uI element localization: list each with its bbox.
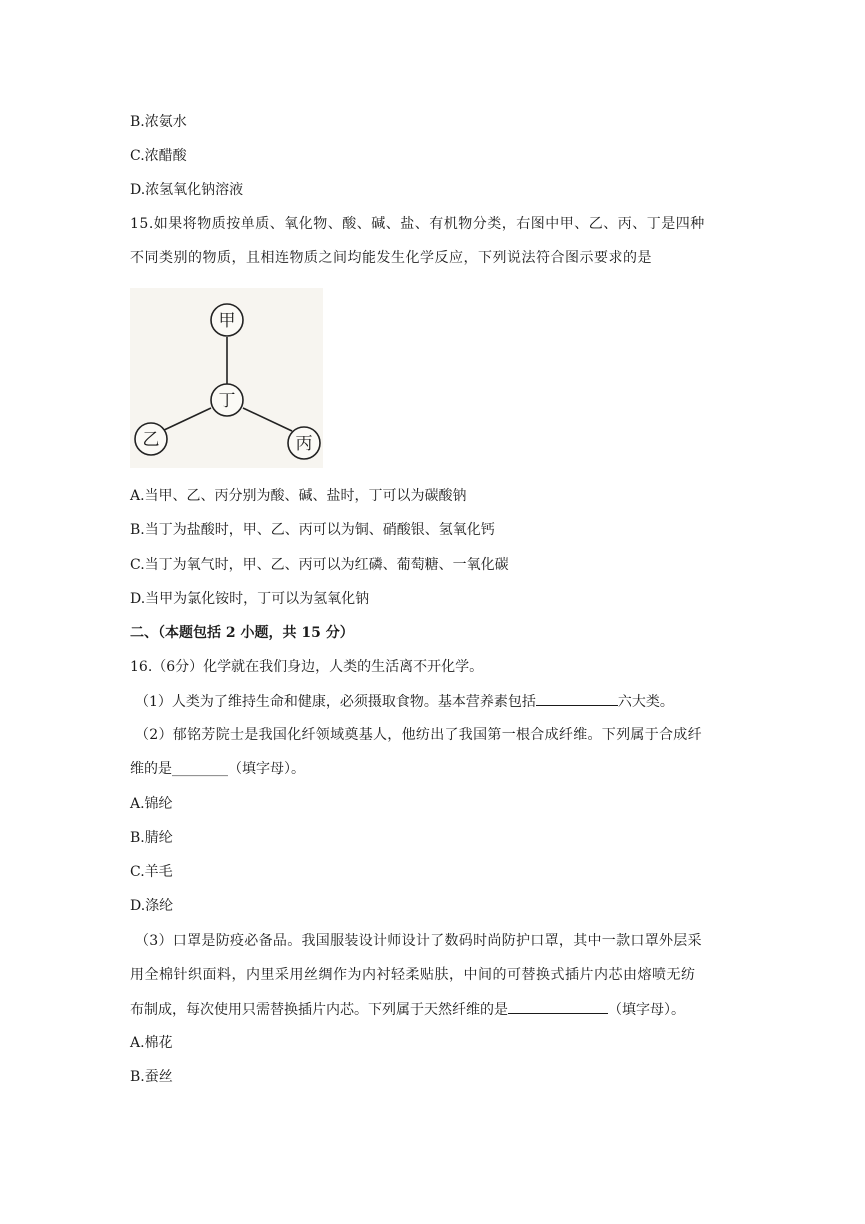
node-right-label: 丙 [295,434,313,454]
q16-stem: 16.（6分）化学就在我们身边，人类的生活离不开化学。 [130,659,484,675]
q15-stem-line2: 不同类别的物质，且相连物质之间均能发生化学反应，下列说法符合图示要求的是 [130,250,652,266]
q16-part3-blank[interactable] [508,999,608,1014]
node-top-label: 甲 [218,311,236,331]
node-left-label: 乙 [142,430,160,450]
q16-part1-text: （1）人类为了维持生命和健康，必须摄取食物。基本营养素包括 [135,694,536,710]
q15-diagram-svg [130,288,323,468]
q16-part2-line2: 维的是________（填字母）。 [130,761,305,777]
q16-part3-line2: 用全棉针织面料，内里采用丝绸作为内衬轻柔贴肤，中间的可替换式插片内芯由熔喷无纺 [130,967,696,983]
q15-diagram [130,288,323,468]
q16-part2-option-d: D.涤纶 [130,898,174,914]
q15-option-d: D.当甲为氯化铵时，丁可以为氢氧化钠 [130,591,370,607]
q15-option-a: A.当甲、乙、丙分别为酸、碱、盐时，丁可以为碳酸钠 [130,488,467,504]
section2-title: 二、（本题包括 2 小题，共 15 分） [130,625,354,641]
q16-part1-text-after: 六大类。 [617,694,674,710]
q16-part3-line3-text-after: （填字母）。 [608,1002,685,1018]
q16-part2-option-b: B.腈纶 [130,830,173,846]
q16-part1-blank[interactable] [536,691,618,706]
q16-part3-line3-text: 布制成，每次使用只需替换插片内芯。下列属于天然纤维的是 [130,1002,508,1018]
q16-part1 [135,691,674,712]
q14-option-d: D.浓氢氧化钠溶液 [130,182,244,198]
edge-right [243,408,292,431]
q14-option-b: B.浓氨水 [130,114,187,130]
q16-part2-option-a: A.锦纶 [130,796,173,812]
q15-stem-line1: 15.如果将物质按单质、氧化物、酸、碱、盐、有机物分类，右图中甲、乙、丙、丁是四种 [130,216,705,232]
q16-part2-line1: （2）郁铭芳院士是我国化纤领域奠基人，他纺出了我国第一根合成纤维。下列属于合成纤 [135,727,702,743]
node-center-label: 丁 [218,391,236,411]
q14-option-c: C.浓醋酸 [130,148,187,164]
q16-part3-line3 [130,999,685,1020]
q16-part2-option-c: C.羊毛 [130,864,173,880]
q16-part3-option-a: A.棉花 [130,1035,173,1051]
q15-option-b: B.当丁为盐酸时，甲、乙、丙可以为铜、硝酸银、氢氧化钙 [130,522,495,538]
q16-part3-line1: （3）口罩是防疫必备品。我国服装设计师设计了数码时尚防护口罩，其中一款口罩外层采 [135,933,702,949]
q15-option-c: C.当丁为氧气时，甲、乙、丙可以为红磷、葡萄糖、一氧化碳 [130,557,509,573]
edge-left [162,408,211,431]
q16-part3-option-b: B.蚕丝 [130,1069,173,1085]
